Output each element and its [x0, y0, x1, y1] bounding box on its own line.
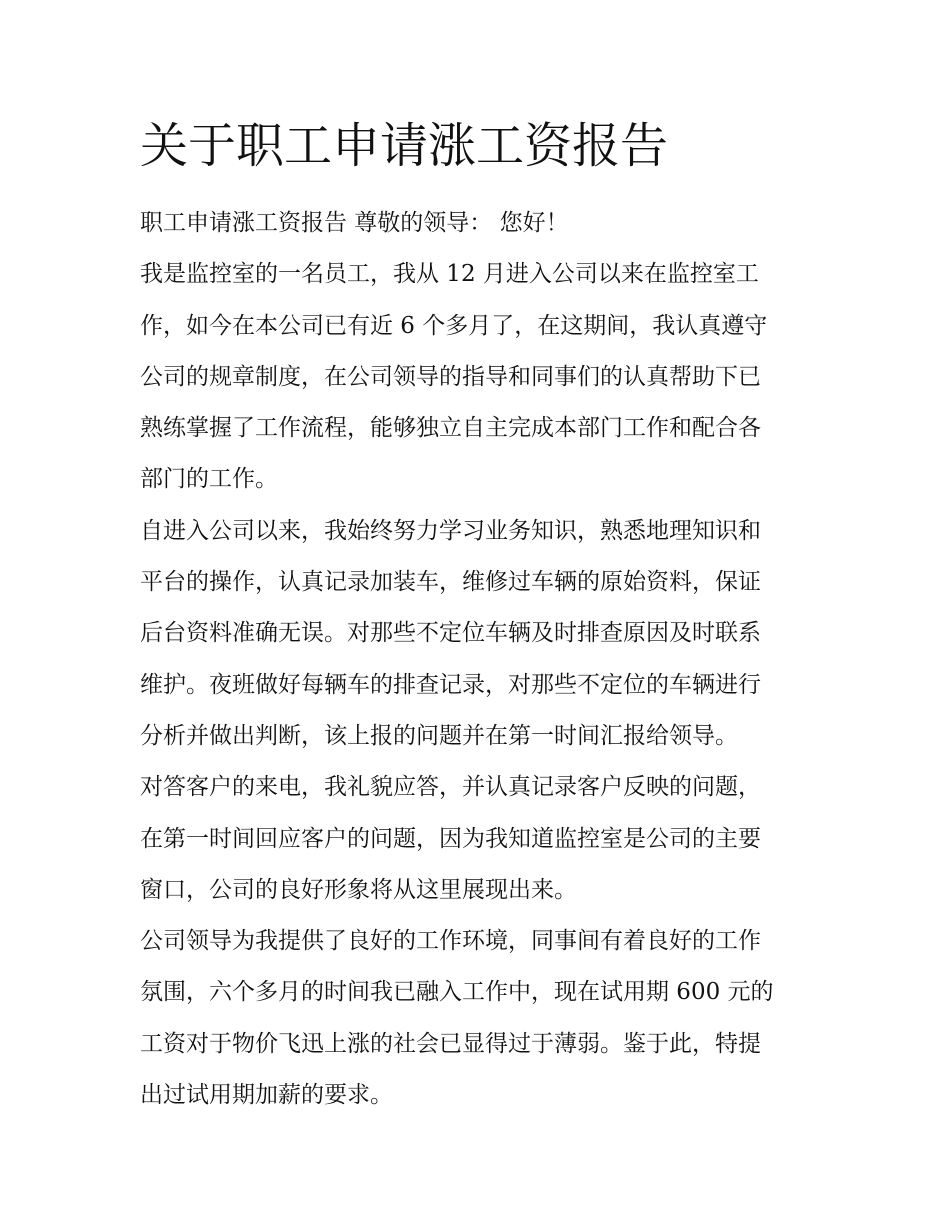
body-line: 部门的工作。	[140, 466, 278, 493]
body-line: 工资对于物价飞迅上涨的社会已显得过于薄弱。鉴于此，特提	[140, 1030, 761, 1057]
body-line: 分析并做出判断，该上报的问题并在第一时间汇报给领导。	[140, 722, 738, 749]
body-line: 维护。夜班做好每辆车的排查记录，对那些不定位的车辆进行	[140, 671, 761, 698]
body-line: 在第一时间回应客户的问题，因为我知道监控室是公司的主要	[140, 825, 761, 852]
body-line: 平台的操作，认真记录加装车，维修过车辆的原始资料，保证	[140, 569, 761, 596]
body-line: 作，如今在本公司已有近 6 个多月了，在这期间，我认真遵守	[140, 312, 768, 339]
document-body	[140, 198, 830, 1121]
body-line: 职工申请涨工资报告 尊敬的领导： 您好！	[140, 210, 569, 236]
body-line: 熟练掌握了工作流程，能够独立自主完成本部门工作和配合各	[140, 415, 761, 442]
body-line: 公司领导为我提供了良好的工作环境，同事间有着良好的工作	[140, 928, 761, 955]
body-line: 我是监控室的一名员工，我从 12 月进入公司以来在监控室工	[140, 261, 759, 288]
body-line: 公司的规章制度，在公司领导的指导和同事们的认真帮助下已	[140, 363, 761, 390]
document-title: 关于职工申请涨工资报告	[140, 118, 669, 174]
body-line: 自进入公司以来，我始终努力学习业务知识，熟悉地理知识和	[140, 517, 761, 544]
body-line: 窗口，公司的良好形象将从这里展现出来。	[140, 876, 577, 903]
body-line: 出过试用期加薪的要求。	[140, 1082, 393, 1109]
body-line: 对答客户的来电，我礼貌应答，并认真记录客户反映的问题，	[140, 774, 761, 801]
body-line: 后台资料准确无误。对那些不定位车辆及时排查原因及时联系	[140, 620, 761, 647]
body-line: 氛围，六个多月的时间我已融入工作中，现在试用期 600 元的	[140, 979, 774, 1006]
